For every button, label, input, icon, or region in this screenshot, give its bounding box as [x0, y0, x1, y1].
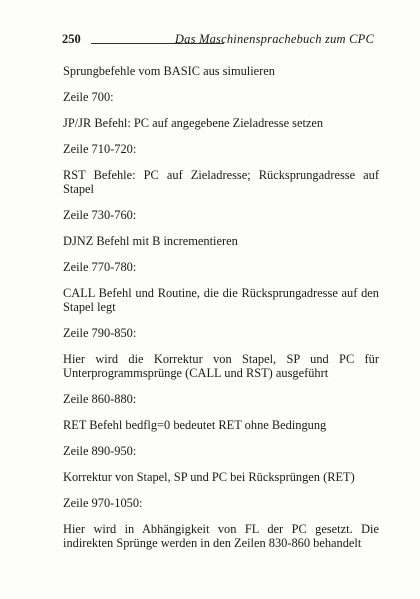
paragraph-description: Hier wird in Abhängigkeit von FL der PC gesetzt. Die indirekten Sprünge werden in den Zeilen 830-860 behandelt [63, 522, 379, 550]
body-text [63, 64, 379, 562]
paragraph-intro: Sprungbefehle vom BASIC aus simulieren [63, 64, 275, 78]
line-range-label: Zeile 790-850: [63, 326, 137, 340]
paragraph-description: RST Befehle: PC auf Zieladresse; Rücksprungadresse auf Stapel [63, 168, 379, 196]
page-number: 250 [62, 32, 81, 46]
paragraph-description: Hier wird die Korrektur von Stapel, SP und PC für Unterprogrammsprünge (CALL und RST) ausgeführt [63, 352, 379, 380]
line-range-label: Zeile 970-1050: [63, 496, 143, 510]
paragraph-description: JP/JR Befehl: PC auf angegebene Zieladresse setzen [63, 116, 324, 130]
page-header [62, 32, 374, 48]
paragraph-description: DJNZ Befehl mit B incrementieren [63, 234, 238, 248]
line-range-label: Zeile 710-720: [63, 142, 137, 156]
paragraph-description: Korrektur von Stapel, SP und PC bei Rücksprüngen (RET) [63, 470, 355, 484]
line-range-label: Zeile 890-950: [63, 444, 137, 458]
running-title: Das Maschinensprachebuch zum CPC [174, 32, 374, 46]
line-range-label: Zeile 860-880: [63, 392, 137, 406]
paragraph-description: RET Befehl bedflg=0 bedeutet RET ohne Bedingung [63, 418, 327, 432]
line-range-label: Zeile 770-780: [63, 260, 137, 274]
paragraph-description: CALL Befehl und Routine, die die Rücksprungadresse auf den Stapel legt [63, 286, 379, 314]
line-range-label: Zeile 700: [63, 90, 114, 104]
line-range-label: Zeile 730-760: [63, 208, 137, 222]
